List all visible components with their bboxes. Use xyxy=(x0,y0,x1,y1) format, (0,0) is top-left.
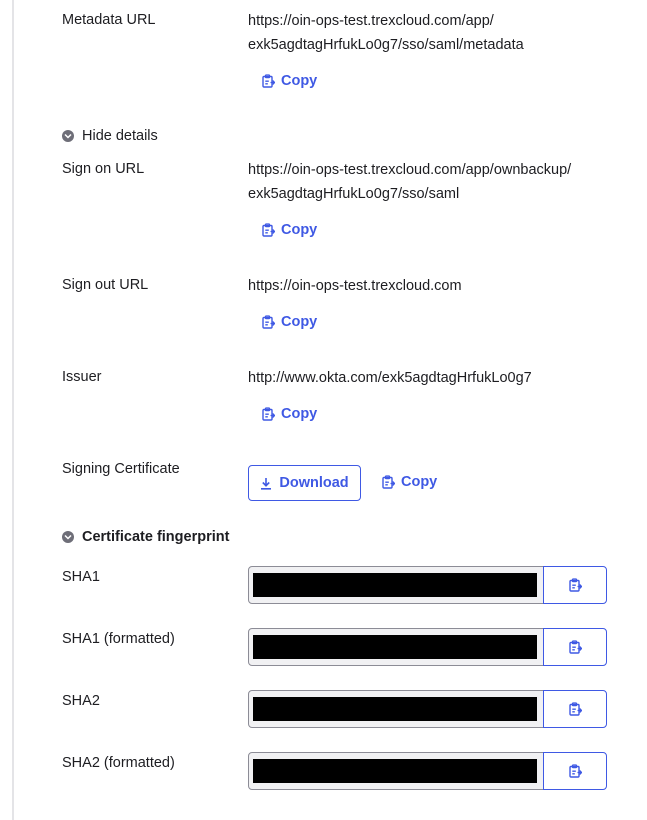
metadata-url-copy-button[interactable] xyxy=(261,73,317,89)
clipboard-icon xyxy=(568,578,582,592)
clipboard-icon xyxy=(261,407,275,421)
sign-out-url-label: Sign out URL xyxy=(62,277,149,293)
sha1-formatted-label: SHA1 (formatted) xyxy=(62,631,175,647)
metadata-url-value xyxy=(248,9,524,57)
issuer-label: Issuer xyxy=(62,369,102,385)
issuer-copy-button[interactable] xyxy=(261,406,317,422)
sign-on-url-value xyxy=(248,158,571,206)
sha1-formatted-copy-button[interactable] xyxy=(543,628,607,666)
certificate-fingerprint-toggle[interactable] xyxy=(62,529,229,545)
clipboard-icon xyxy=(261,74,275,88)
clipboard-icon xyxy=(381,475,395,489)
sha2-formatted-field[interactable] xyxy=(248,752,544,790)
clipboard-icon xyxy=(261,315,275,329)
metadata-url-line1: https://oin-ops-test.trexcloud.com/app/ xyxy=(248,13,494,29)
certificate-fingerprint-label: Certificate fingerprint xyxy=(82,529,230,545)
sha2-label: SHA2 xyxy=(62,693,100,709)
download-certificate-button[interactable] xyxy=(248,465,361,501)
chevron-down-icon xyxy=(62,130,74,142)
sha1-copy-button[interactable] xyxy=(543,566,607,604)
copy-label: Copy xyxy=(281,314,318,330)
sha1-formatted-field[interactable] xyxy=(248,628,544,666)
redacted-mask xyxy=(253,573,537,597)
sign-on-url-label: Sign on URL xyxy=(62,161,145,177)
sha1-field[interactable] xyxy=(248,566,544,604)
sign-on-url-line1: https://oin-ops-test.trexcloud.com/app/ownbackup/ xyxy=(248,162,572,178)
signing-certificate-label: Signing Certificate xyxy=(62,461,180,477)
clipboard-icon xyxy=(261,223,275,237)
redacted-mask xyxy=(253,697,537,721)
copy-label: Copy xyxy=(401,474,438,490)
sha2-field[interactable] xyxy=(248,690,544,728)
left-border xyxy=(12,0,14,820)
sha1-label: SHA1 xyxy=(62,569,100,585)
sign-on-url-copy-button[interactable] xyxy=(261,222,317,238)
sign-out-url-copy-button[interactable] xyxy=(261,314,317,330)
clipboard-icon xyxy=(568,640,582,654)
copy-label: Copy xyxy=(281,222,318,238)
clipboard-icon xyxy=(568,764,582,778)
hide-details-toggle[interactable] xyxy=(62,128,158,144)
issuer-value: http://www.okta.com/exk5agdtagHrfukLo0g7 xyxy=(248,370,532,386)
download-label: Download xyxy=(279,475,349,491)
chevron-down-icon xyxy=(62,531,74,543)
sha2-formatted-copy-button[interactable] xyxy=(543,752,607,790)
redacted-mask xyxy=(253,759,537,783)
redacted-mask xyxy=(253,635,537,659)
metadata-url-line2: exk5agdtagHrfukLo0g7/sso/saml/metadata xyxy=(248,37,524,53)
signing-certificate-copy-button[interactable] xyxy=(381,474,437,490)
sign-on-url-line2: exk5agdtagHrfukLo0g7/sso/saml xyxy=(248,186,460,202)
download-icon xyxy=(260,477,272,490)
copy-label: Copy xyxy=(281,73,318,89)
copy-label: Copy xyxy=(281,406,318,422)
sha2-copy-button[interactable] xyxy=(543,690,607,728)
sha2-formatted-label: SHA2 (formatted) xyxy=(62,755,175,771)
hide-details-label: Hide details xyxy=(82,128,158,144)
clipboard-icon xyxy=(568,702,582,716)
sign-out-url-value: https://oin-ops-test.trexcloud.com xyxy=(248,278,462,294)
metadata-url-label: Metadata URL xyxy=(62,12,156,28)
